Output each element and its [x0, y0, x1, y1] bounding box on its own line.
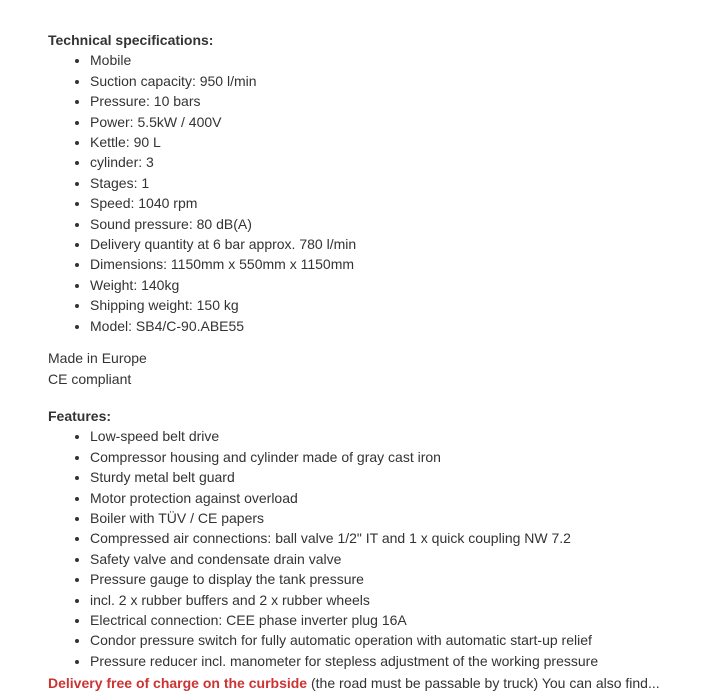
feature-item: • Sturdy metal belt guard: [90, 467, 682, 487]
features-heading: Features:: [48, 407, 112, 424]
feature-item: • Condor pressure switch for fully automatic operation with automatic start-up relief: [90, 630, 682, 650]
delivery-note-highlight: Delivery free of charge on the curbside: [48, 675, 308, 692]
delivery-note-rest: (the road must be passable by truck) You can also find...: [307, 675, 660, 692]
spec-item: • Stages: 1: [90, 173, 682, 193]
feature-item: • Compressed air connections: ball valve 1/2" IT and 1 x quick coupling NW 7.2: [90, 528, 682, 548]
spec-item: • Suction capacity: 950 l/min: [90, 71, 682, 91]
spec-item: • Model: SB4/C-90.ABE55: [90, 316, 682, 336]
features-list: [48, 426, 682, 671]
spec-item: • Mobile: [90, 50, 682, 70]
feature-item: • Pressure reducer incl. manometer for stepless adjustment of the working pressure: [90, 651, 682, 671]
feature-item: • Electrical connection: CEE phase inverter plug 16A: [90, 610, 682, 630]
origin-block: [48, 348, 682, 389]
spec-item: • Kettle: 90 L: [90, 132, 682, 152]
spec-item: • Pressure: 10 bars: [90, 91, 682, 111]
spec-item: • Delivery quantity at 6 bar approx. 780 l/min: [90, 234, 682, 254]
feature-item: • incl. 2 x rubber buffers and 2 x rubber wheels: [90, 590, 682, 610]
tech-specs-heading: Technical specifications:: [48, 32, 214, 48]
spec-item: • Sound pressure: 80 dB(A): [90, 214, 682, 234]
feature-item: • Low-speed belt drive: [90, 426, 682, 446]
made-in-line: Made in Europe: [48, 350, 147, 367]
feature-item: • Boiler with TÜV / CE papers: [90, 508, 682, 528]
feature-item: • Motor protection against overload: [90, 488, 682, 508]
spec-item: • Shipping weight: 150 kg: [90, 295, 682, 315]
feature-item: • Compressor housing and cylinder made of gray cast iron: [90, 447, 682, 467]
tech-specs-list: [48, 50, 682, 336]
ce-compliant-line: CE compliant: [48, 370, 132, 387]
spec-item: • Speed: 1040 rpm: [90, 193, 682, 213]
delivery-note: [48, 673, 682, 693]
spec-item: • cylinder: 3: [90, 152, 682, 172]
feature-item: • Pressure gauge to display the tank pressure: [90, 569, 682, 589]
spec-item: • Power: 5.5kW / 400V: [90, 112, 682, 132]
spec-item: • Weight: 140kg: [90, 275, 682, 295]
spec-item: • Dimensions: 1150mm x 550mm x 1150mm: [90, 254, 682, 274]
feature-item: • Safety valve and condensate drain valve: [90, 549, 682, 569]
